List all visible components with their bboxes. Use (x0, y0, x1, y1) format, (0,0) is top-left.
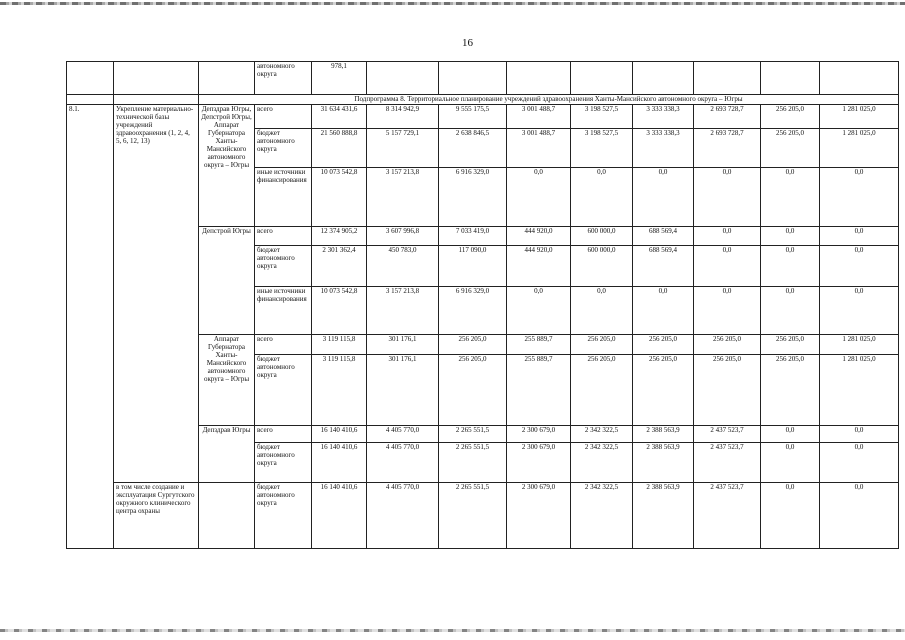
cell-value: 2 437 523,7 (694, 483, 761, 549)
cell-total: 16 140 410,6 (312, 443, 367, 483)
item-number: 8.1. (67, 105, 114, 549)
cell-value: 301 176,1 (367, 355, 439, 426)
budget-table (66, 61, 899, 549)
cell-value: 450 783,0 (367, 246, 439, 287)
cell-value: 0,0 (633, 287, 694, 335)
cell-value: 0,0 (820, 287, 899, 335)
subprogram-title: Подпрограмма 8. Территориальное планирование учреждений здравоохранения Ханты-Мансийского автономного округа – Югры (199, 95, 899, 105)
cell-value: 5 157 729,1 (367, 129, 439, 168)
cell-source: бюджет автономного округа (255, 355, 312, 426)
cell-value: 688 569,4 (633, 246, 694, 287)
cell-total: 2 301 362,4 (312, 246, 367, 287)
page-number: 16 (462, 37, 473, 49)
cell-value: 2 265 551,5 (439, 443, 507, 483)
cell-source: всего (255, 227, 312, 246)
cell-value: 1 281 025,0 (820, 355, 899, 426)
table-row (67, 483, 899, 549)
cell-value: 0,0 (820, 483, 899, 549)
cell-source: бюджет автономного округа (255, 129, 312, 168)
cell-value: 0,0 (694, 287, 761, 335)
cell-value: 255 889,7 (507, 335, 571, 355)
cell-value: 3 198 527,5 (571, 105, 633, 129)
cell-value: 4 405 770,0 (367, 483, 439, 549)
cell-value: 2 693 728,7 (694, 105, 761, 129)
executor-group-4: Депздрав Югры (199, 426, 255, 483)
cell-value: 2 388 563,9 (633, 426, 694, 443)
cell-total: 12 374 905,2 (312, 227, 367, 246)
cell-value: 2 300 679,0 (507, 443, 571, 483)
cell-value: 0,0 (507, 168, 571, 227)
table-row (67, 62, 899, 95)
cell-value: 0,0 (761, 227, 820, 246)
cell-value: 0,0 (694, 227, 761, 246)
cell-source: иные источники финансирования (255, 168, 312, 227)
cell-value: 256 205,0 (439, 335, 507, 355)
cell-source: бюджет автономного округа (255, 443, 312, 483)
cell-value: 3 333 338,3 (633, 129, 694, 168)
cell-value: 0,0 (633, 168, 694, 227)
cell-value: 3 607 996,8 (367, 227, 439, 246)
cell-value: 3 157 213,8 (367, 287, 439, 335)
cell-value: 301 176,1 (367, 335, 439, 355)
cell-value: 2 693 728,7 (694, 129, 761, 168)
cell-value: 6 916 329,0 (439, 168, 507, 227)
cell-total: 21 560 888,8 (312, 129, 367, 168)
cell-value: 256 205,0 (761, 355, 820, 426)
cell-source: всего (255, 335, 312, 355)
cell-value: 117 090,0 (439, 246, 507, 287)
subprogram-row (67, 95, 899, 105)
cell-value: 0,0 (761, 287, 820, 335)
cell-total: 3 119 115,8 (312, 355, 367, 426)
cell-value: 0,0 (571, 287, 633, 335)
cell-value: 0,0 (507, 287, 571, 335)
subitem-name: в том числе создание и эксплуатация Сургутского окружного клинического центра охраны (114, 483, 199, 549)
cell-total: 10 073 542,8 (312, 168, 367, 227)
item-name: Укрепление материально-технической базы учреждений здравоохранения (1, 2, 4, 5, 6, 12, 13) (114, 105, 199, 483)
cell-total: 10 073 542,8 (312, 287, 367, 335)
cell-value: 3 001 488,7 (507, 105, 571, 129)
cell-total: 31 634 431,6 (312, 105, 367, 129)
cell-source: автономного округа (255, 62, 312, 95)
cell-value: 3 157 213,8 (367, 168, 439, 227)
cell-value: 2 388 563,9 (633, 443, 694, 483)
cell-value: 1 281 025,0 (820, 105, 899, 129)
cell-value: 256 205,0 (761, 105, 820, 129)
cell-value: 2 388 563,9 (633, 483, 694, 549)
cell-source: иные источники финансирования (255, 287, 312, 335)
cell-value: 256 205,0 (439, 355, 507, 426)
cell-value: 0,0 (820, 168, 899, 227)
scan-edge-top (0, 2, 905, 5)
cell-total: 16 140 410,6 (312, 426, 367, 443)
scan-edge-bottom (0, 629, 905, 632)
cell-value: 0,0 (571, 168, 633, 227)
cell-value: 2 300 679,0 (507, 426, 571, 443)
cell-value: 255 889,7 (507, 355, 571, 426)
cell-value: 444 920,0 (507, 246, 571, 287)
table-row (67, 105, 899, 129)
cell-value: 0,0 (820, 246, 899, 287)
cell-value: 6 916 329,0 (439, 287, 507, 335)
cell-value: 7 033 419,0 (439, 227, 507, 246)
cell-value: 0,0 (694, 168, 761, 227)
cell-value: 2 437 523,7 (694, 426, 761, 443)
cell-value: 688 569,4 (633, 227, 694, 246)
cell-value: 3 001 488,7 (507, 129, 571, 168)
cell-value: 444 920,0 (507, 227, 571, 246)
cell-value: 256 205,0 (761, 129, 820, 168)
cell-value: 3 333 338,3 (633, 105, 694, 129)
cell-value: 600 000,0 (571, 227, 633, 246)
cell-total: 978,1 (312, 62, 367, 95)
cell-value: 0,0 (694, 246, 761, 287)
cell-value: 3 198 527,5 (571, 129, 633, 168)
cell-value: 2 300 679,0 (507, 483, 571, 549)
cell-value: 2 437 523,7 (694, 443, 761, 483)
cell-source: бюджет автономного округа (255, 483, 312, 549)
cell-value: 0,0 (761, 246, 820, 287)
cell-value: 0,0 (761, 168, 820, 227)
cell-value: 4 405 770,0 (367, 443, 439, 483)
cell-value: 0,0 (761, 483, 820, 549)
cell-total: 16 140 410,6 (312, 483, 367, 549)
cell-value: 0,0 (761, 426, 820, 443)
cell-value: 2 638 846,5 (439, 129, 507, 168)
cell-value: 256 205,0 (694, 335, 761, 355)
cell-value: 0,0 (761, 443, 820, 483)
cell-value: 4 405 770,0 (367, 426, 439, 443)
executor-group-3: Аппарат Губернатора Ханты-Мансийского автономного округа – Югры (199, 335, 255, 426)
cell-source: всего (255, 426, 312, 443)
cell-value: 2 342 322,5 (571, 426, 633, 443)
cell-value: 256 205,0 (761, 335, 820, 355)
cell-value: 0,0 (820, 227, 899, 246)
cell-value: 8 314 942,9 (367, 105, 439, 129)
cell-value: 256 205,0 (633, 335, 694, 355)
cell-value: 256 205,0 (571, 335, 633, 355)
cell-value: 1 281 025,0 (820, 335, 899, 355)
cell-value: 2 342 322,5 (571, 483, 633, 549)
cell-value: 256 205,0 (571, 355, 633, 426)
cell-value: 2 342 322,5 (571, 443, 633, 483)
cell-value: 256 205,0 (694, 355, 761, 426)
cell-source: бюджет автономного округа (255, 246, 312, 287)
executor-group-2: Депстрой Югры (199, 227, 255, 335)
executor-group-1: Депздрав Югры, Депстрой Югры, Аппарат Губернатора Ханты-Мансийского автономного округа – Югры (199, 105, 255, 227)
cell-total: 3 119 115,8 (312, 335, 367, 355)
cell-value: 256 205,0 (633, 355, 694, 426)
cell-value: 2 265 551,5 (439, 483, 507, 549)
cell-value: 2 265 551,5 (439, 426, 507, 443)
cell-source: всего (255, 105, 312, 129)
cell-value: 1 281 025,0 (820, 129, 899, 168)
cell-value: 0,0 (820, 443, 899, 483)
cell-value: 9 555 175,5 (439, 105, 507, 129)
cell-value: 600 000,0 (571, 246, 633, 287)
cell-value: 0,0 (820, 426, 899, 443)
